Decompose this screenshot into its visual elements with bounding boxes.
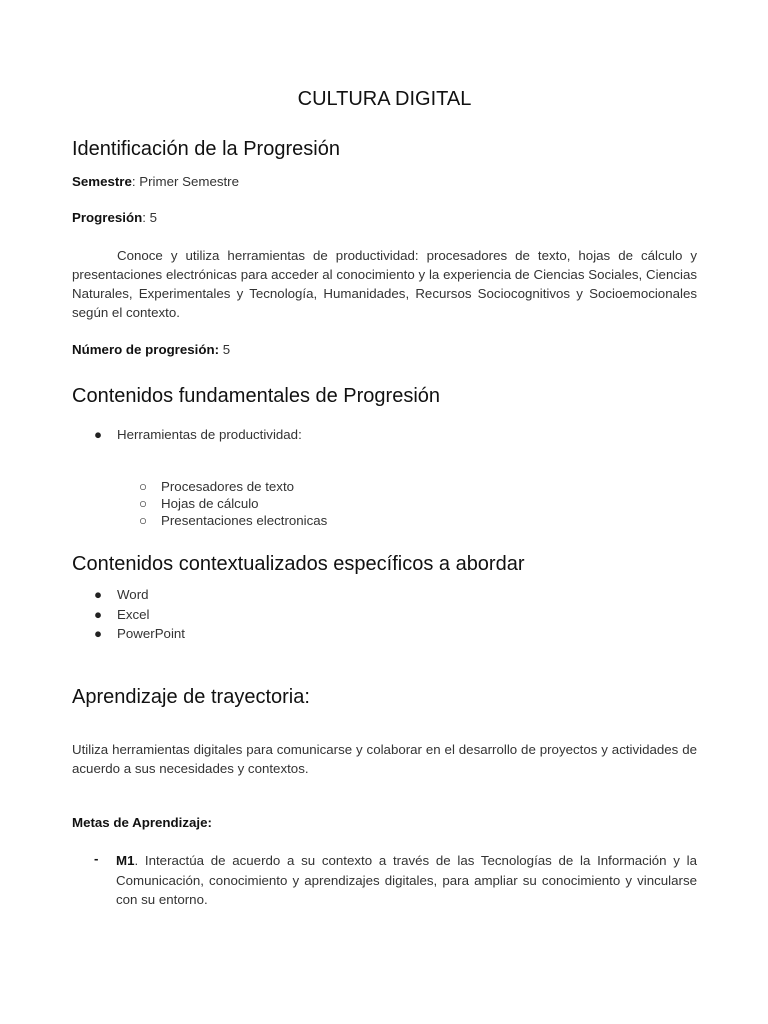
bullet-icon: ● xyxy=(94,587,103,602)
sub-list-item-text: Presentaciones electronicas xyxy=(161,513,328,528)
meta-description: . Interactúa de acuerdo a su contexto a través de las Tecnologías de la Información y la Comunicación, conocimiento y aprendizajes digitales, para ampliar su conocimiento y vincularse con su entorno. xyxy=(116,853,697,907)
metas-field xyxy=(72,815,212,830)
progresion-description: Conoce y utiliza herramientas de productividad: procesadores de texto, hojas de cálculo y presentaciones electrónicas para acceder al conocimiento y la experiencia de Ciencias Sociales, Ciencias Naturales, Experimentales y Tecnología, Humanidades, Recursos Sociocognitivos y Socioemocionales según el contexto. xyxy=(72,248,697,320)
circle-bullet-icon: ○ xyxy=(139,513,148,528)
progresion-field xyxy=(72,210,157,225)
numero-progresion-value: 5 xyxy=(219,342,231,357)
sub-list-item-text: Procesadores de texto xyxy=(161,479,295,494)
document-title: CULTURA DIGITAL xyxy=(297,88,472,110)
circle-bullet-icon: ○ xyxy=(139,479,148,494)
list-item-text: Word xyxy=(117,587,149,602)
bullet-icon: ● xyxy=(94,607,103,622)
list-item-text: Herramientas de productividad: xyxy=(117,427,302,442)
meta-code: M1 xyxy=(116,853,135,868)
list-item-text: PowerPoint xyxy=(117,626,185,641)
progresion-value: : 5 xyxy=(142,210,157,225)
heading-contenidos-contextualizados: Contenidos contextualizados específicos a abordar xyxy=(72,553,525,575)
sub-list-item-text: Hojas de cálculo xyxy=(161,496,259,511)
semestre-field xyxy=(72,174,239,189)
bullet-icon: ● xyxy=(94,626,103,641)
heading-contenidos-fundamentales: Contenidos fundamentales de Progresión xyxy=(72,385,441,407)
heading-aprendizaje-trayectoria: Aprendizaje de trayectoria: xyxy=(72,686,310,708)
numero-progresion-field xyxy=(72,342,230,357)
circle-bullet-icon: ○ xyxy=(139,496,148,511)
meta-text xyxy=(116,851,697,910)
metas-label: Metas de Aprendizaje: xyxy=(72,815,212,830)
semestre-value: : Primer Semestre xyxy=(131,174,240,189)
semestre-label: Semestre xyxy=(72,174,132,189)
heading-identificacion: Identificación de la Progresión xyxy=(72,138,340,160)
list-item-text: Excel xyxy=(117,607,150,622)
trayectoria-paragraph: Utiliza herramientas digitales para comunicarse y colaborar en el desarrollo de proyectos y actividades de acuerdo a sus necesidades y contextos. xyxy=(72,742,697,776)
bullet-icon: ● xyxy=(94,427,103,442)
progresion-label: Progresión xyxy=(72,210,143,225)
numero-progresion-label: Número de progresión: xyxy=(72,342,220,357)
dash-bullet-icon: - xyxy=(94,851,99,866)
